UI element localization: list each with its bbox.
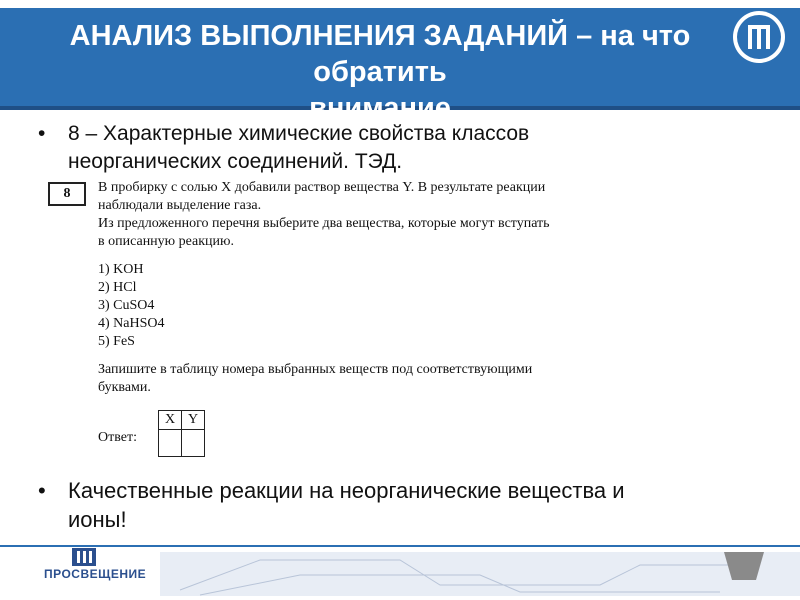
answer-label: Ответ: <box>98 430 137 445</box>
answer-cell-x[interactable] <box>159 430 182 457</box>
brand-book-icon <box>70 546 98 568</box>
option-item: 2) HCl <box>98 280 137 295</box>
bullet-item-qualitative-reactions <box>38 476 758 534</box>
bullet-text-line-1: Качественные реакции на неорганические вещества и <box>68 478 625 503</box>
task-text-line-3: Из предложенного перечня выберите два вещества, которые могут вступать <box>98 216 550 231</box>
task-number-box: 8 <box>48 182 86 206</box>
task-text-line-1: В пробирку с солью X добавили раствор вещества Y. В результате реакции <box>98 180 546 195</box>
bullet-text-line-2: ионы! <box>68 507 127 532</box>
title-line-1: АНАЛИЗ ВЫПОЛНЕНИЯ ЗАДАНИЙ – на что обратить <box>69 20 691 88</box>
bullet-text-line-2: неорганических соединений. ТЭД. <box>68 150 403 173</box>
answer-col-y-header: Y <box>182 411 205 430</box>
option-item: 4) NaHSO4 <box>98 316 165 331</box>
bullet-text-line-1: 8 – Характерные химические свойства классов <box>68 122 530 145</box>
bullet-marker: • <box>38 122 46 145</box>
answer-table <box>158 410 205 457</box>
option-item: 5) FeS <box>98 334 135 349</box>
task-text-line-2: наблюдали выделение газа. <box>98 198 262 213</box>
answer-col-x-header: X <box>159 411 182 430</box>
bullet-marker: • <box>38 478 46 503</box>
option-item: 1) KOH <box>98 262 144 277</box>
instruction-line-2: буквами. <box>98 380 151 395</box>
instruction-line-1: Запишите в таблицу номера выбранных веществ под соответствующими <box>98 362 533 377</box>
slide-title <box>30 18 730 126</box>
publisher-logo-icon <box>730 8 788 66</box>
answer-cell-y[interactable] <box>182 430 205 457</box>
option-item: 3) CuSO4 <box>98 298 155 313</box>
title-line-2: внимание <box>309 92 451 124</box>
brand-name: ПРОСВЕЩЕНИЕ <box>44 567 147 581</box>
task-text-line-4: в описанную реакцию. <box>98 234 234 249</box>
bullet-item-task-topic <box>38 120 758 176</box>
